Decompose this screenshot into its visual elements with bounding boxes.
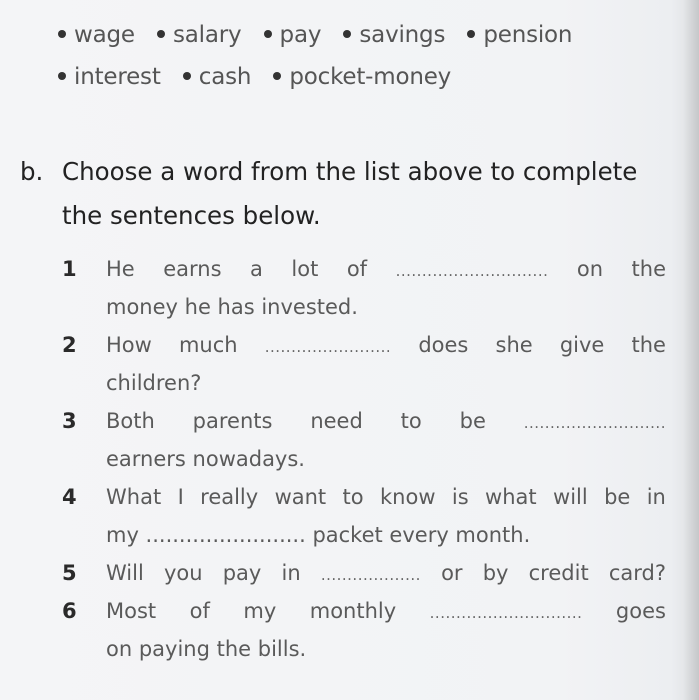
- item-word: How: [106, 333, 152, 357]
- item-line-1: [106, 402, 666, 440]
- item-word: earns: [163, 257, 222, 281]
- bullet-icon: [58, 72, 66, 80]
- item-line-2: children?: [106, 371, 202, 395]
- item-word: Will: [106, 561, 144, 585]
- item-word: what: [485, 485, 537, 509]
- item-number: 4: [62, 485, 77, 509]
- item-word: you: [163, 561, 203, 585]
- item-line-1: [106, 592, 666, 630]
- item-word: she: [495, 333, 533, 357]
- item-number: 1: [62, 257, 77, 281]
- word-item: pay: [264, 14, 322, 56]
- item-word: Most: [106, 599, 157, 623]
- exercise-item-3: [62, 402, 666, 478]
- item-word: be: [604, 485, 631, 509]
- item-word: parents: [192, 409, 273, 433]
- item-line-2: on paying the bills.: [106, 637, 307, 661]
- exercise-item-1: [62, 250, 666, 326]
- item-line-2: money he has invested.: [106, 295, 358, 319]
- word-list-row-1: [58, 14, 587, 56]
- item-word: in: [281, 561, 301, 585]
- exercise-items: [62, 250, 666, 668]
- page-edge-shadow: [683, 0, 699, 700]
- item-word: on: [576, 257, 604, 281]
- word-item: salary: [157, 14, 241, 56]
- item-line-1: [106, 554, 666, 592]
- item-word: to: [400, 409, 422, 433]
- instruction-line-1: Choose a word from the list above to complete: [62, 157, 638, 186]
- word-item: interest: [58, 56, 161, 98]
- answer-blank: ...................: [320, 566, 421, 584]
- item-word: be: [459, 409, 486, 433]
- item-number: 5: [62, 561, 77, 585]
- word-list-row-2: [58, 56, 587, 98]
- item-word: does: [418, 333, 469, 357]
- item-word: of: [346, 257, 368, 281]
- answer-blank: ........................: [264, 338, 392, 356]
- item-line-2: earners nowadays.: [106, 447, 305, 471]
- item-word: much: [178, 333, 238, 357]
- item-word: to: [342, 485, 364, 509]
- word-item: cash: [183, 56, 252, 98]
- item-word: want: [274, 485, 327, 509]
- item-line-1: [106, 326, 666, 364]
- item-word: in: [646, 485, 666, 509]
- item-line-1: [106, 478, 666, 516]
- word-item: pension: [467, 14, 572, 56]
- exercise-item-2: [62, 326, 666, 402]
- item-word: He: [106, 257, 135, 281]
- answer-blank: ...........................: [523, 414, 666, 432]
- exercise-letter: b.: [20, 157, 44, 186]
- item-word: Both: [106, 409, 155, 433]
- bullet-icon: [183, 72, 191, 80]
- item-word: of: [189, 599, 210, 623]
- bullet-icon: [343, 30, 351, 38]
- item-word: I: [177, 485, 184, 509]
- item-word: goes: [615, 599, 666, 623]
- exercise-item-4: [62, 478, 666, 554]
- item-line-1: [106, 250, 666, 288]
- item-word: will: [553, 485, 588, 509]
- word-item: pocket-money: [273, 56, 451, 98]
- item-word: the: [631, 333, 666, 357]
- item-word: by: [482, 561, 509, 585]
- item-word: credit: [528, 561, 589, 585]
- item-word: is: [451, 485, 469, 509]
- item-word: or: [441, 561, 463, 585]
- item-word: What: [106, 485, 162, 509]
- exercise-item-5: [62, 554, 666, 592]
- item-number: 6: [62, 599, 77, 623]
- item-word: pay: [222, 561, 262, 585]
- item-number: 2: [62, 333, 77, 357]
- exercise-item-6: [62, 592, 666, 668]
- item-word: my: [243, 599, 277, 623]
- bullet-icon: [157, 30, 165, 38]
- answer-blank: .............................: [429, 604, 583, 622]
- item-word: monthly: [309, 599, 397, 623]
- word-item: savings: [343, 14, 445, 56]
- bullet-icon: [264, 30, 272, 38]
- word-list: [58, 14, 587, 98]
- item-word: need: [310, 409, 363, 433]
- instruction-line-2: the sentences below.: [62, 201, 321, 230]
- item-word: card?: [608, 561, 666, 585]
- item-word: a: [250, 257, 263, 281]
- item-word: know: [380, 485, 436, 509]
- bullet-icon: [467, 30, 475, 38]
- word-item: wage: [58, 14, 135, 56]
- item-line-2: my ........................ packet every month.: [106, 523, 531, 547]
- item-word: really: [200, 485, 259, 509]
- item-word: lot: [291, 257, 319, 281]
- answer-blank: .............................: [395, 262, 549, 280]
- exercise-instruction: [20, 150, 670, 238]
- item-word: the: [631, 257, 666, 281]
- item-word: give: [559, 333, 605, 357]
- bullet-icon: [58, 30, 66, 38]
- item-number: 3: [62, 409, 77, 433]
- bullet-icon: [273, 72, 281, 80]
